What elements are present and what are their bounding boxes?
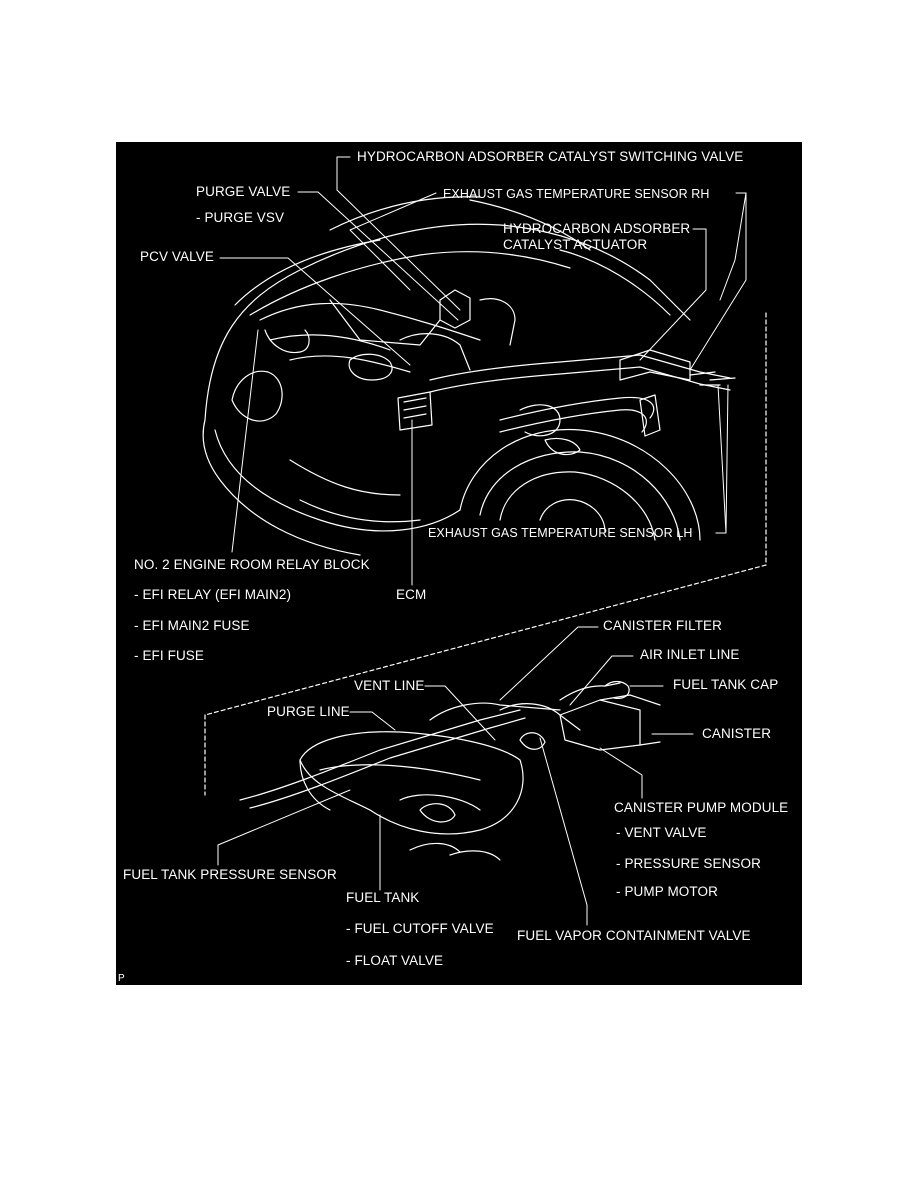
label-hc-switching-valve: HYDROCARBON ADSORBER CATALYST SWITCHING VALVE bbox=[357, 149, 744, 164]
inset-divider bbox=[205, 313, 766, 795]
label-canister-pump-module: CANISTER PUMP MODULE bbox=[614, 800, 789, 815]
engine-bay bbox=[260, 290, 515, 380]
label-efi-fuse: - EFI FUSE bbox=[134, 648, 205, 663]
label-canister: CANISTER bbox=[702, 726, 772, 741]
label-hc-actuator-line1: HYDROCARBON ADSORBER bbox=[503, 221, 691, 236]
label-vent-line: VENT LINE bbox=[354, 678, 425, 693]
label-corner-mark: P bbox=[118, 973, 125, 984]
label-efi-relay: - EFI RELAY (EFI MAIN2) bbox=[134, 587, 292, 602]
label-pressure-sensor: - PRESSURE SENSOR bbox=[616, 856, 761, 871]
label-exhaust-temp-rh: EXHAUST GAS TEMPERATURE SENSOR RH bbox=[443, 187, 710, 201]
exhaust-pipes bbox=[430, 350, 735, 455]
label-fuel-tank: FUEL TANK bbox=[346, 890, 420, 905]
label-pcv-valve: PCV VALVE bbox=[140, 249, 214, 264]
label-purge-valve: PURGE VALVE bbox=[196, 184, 291, 199]
label-purge-vsv: - PURGE VSV bbox=[196, 210, 285, 225]
label-float-valve: - FLOAT VALVE bbox=[346, 953, 444, 968]
label-exhaust-temp-lh: EXHAUST GAS TEMPERATURE SENSOR LH bbox=[428, 526, 693, 540]
label-relay-block: NO. 2 ENGINE ROOM RELAY BLOCK bbox=[134, 557, 370, 572]
label-purge-line: PURGE LINE bbox=[267, 704, 350, 719]
label-ecm: ECM bbox=[396, 587, 427, 602]
ecm-unit bbox=[398, 392, 432, 430]
label-hc-actuator-line2: CATALYST ACTUATOR bbox=[503, 237, 648, 252]
label-fuel-vapor-containment-valve: FUEL VAPOR CONTAINMENT VALVE bbox=[517, 928, 751, 943]
label-pump-motor: - PUMP MOTOR bbox=[616, 884, 718, 899]
label-fuel-tank-pressure-sensor: FUEL TANK PRESSURE SENSOR bbox=[123, 867, 337, 882]
label-efi-main2-fuse: - EFI MAIN2 FUSE bbox=[134, 618, 250, 633]
label-canister-filter: CANISTER FILTER bbox=[603, 618, 723, 633]
label-fuel-tank-cap: FUEL TANK CAP bbox=[673, 677, 779, 692]
label-vent-valve: - VENT VALVE bbox=[616, 825, 707, 840]
label-air-inlet-line: AIR INLET LINE bbox=[640, 647, 740, 662]
label-fuel-cutoff-valve: - FUEL CUTOFF VALVE bbox=[346, 921, 494, 936]
